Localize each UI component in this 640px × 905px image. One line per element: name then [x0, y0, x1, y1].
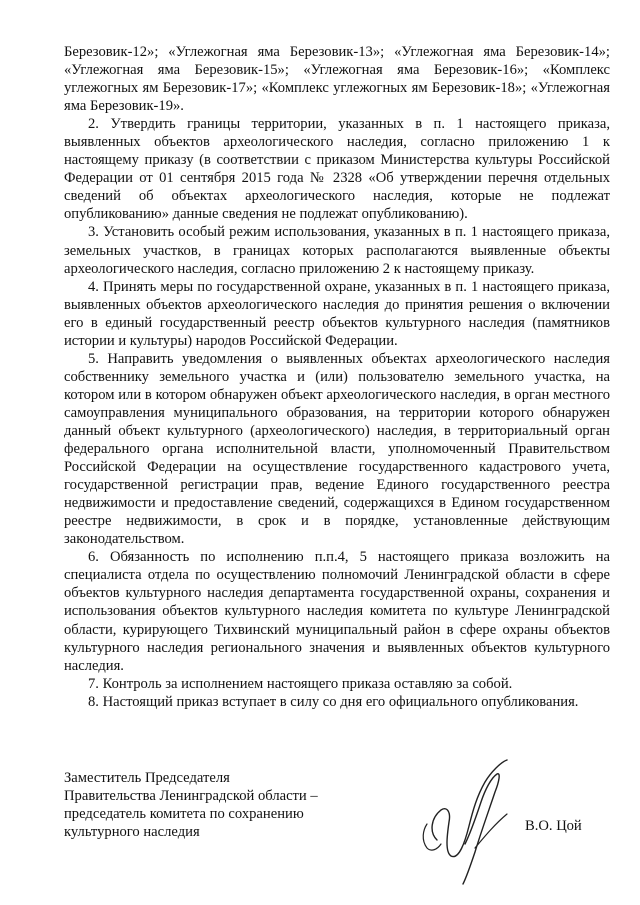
signatory-title-line: культурного наследия: [64, 824, 200, 840]
paragraph-6: 6. Обязанность по исполнению п.п.4, 5 настоящего приказа возложить на специалиста отдела по осуществлению полномочий Ленинградской области в сфере объектов культурного наследия департамента государственной охраны, сохранения и использования объектов культурного наследия комитета по культуре Ленинградской области, курирующего Тихвинский муниципальный район в сфере охраны объектов культурного наследия регионального значения и выявленных объектов культурного наследия.: [64, 549, 610, 674]
paragraph-7: 7. Контроль за исполнением настоящего приказа оставляю за собой.: [88, 675, 513, 692]
document-body: [64, 43, 610, 711]
signatory-title-line: Заместитель Председателя: [64, 770, 230, 786]
signatory-title-line: председатель комитета по сохранению: [64, 806, 304, 822]
paragraph-8: 8. Настоящий приказ вступает в силу со дня его официального опубликования.: [88, 693, 579, 710]
signatory-title: [64, 769, 364, 841]
paragraph-2: 2. Утвердить границы территории, указанных в п. 1 настоящего приказа, выявленных объектов археологического наследия, согласно приложению 1 к настоящему приказу (в соответствии с приказом Министерства культуры Российской Федерации от 01 сентября 2015 года № 2328 «Об утверждении перечня отдельных сведений об объектах археологического наследия, которые не подлежат опубликованию» данные сведения не подлежат опубликованию).: [64, 116, 610, 223]
signer-name: В.О. Цой: [525, 818, 582, 834]
intro-paragraph: Березовик-12»; «Углежогная яма Березовик-13»; «Углежогная яма Березовик-14»; «Углежогная яма Березовик-15»; «Углежогная яма Березовик-16»; «Комплекс углежогных ям Березовик-17»; «Комплекс углежогных ям Березовик-18»; «Углежогная яма Березовик-19».: [64, 44, 610, 115]
signatory-title-line: Правительства Ленинградской области –: [64, 788, 318, 804]
paragraph-4: 4. Принять меры по государственной охране, указанных в п. 1 настоящего приказа, выявленных объектов археологического наследия до принятия решения о включении его в единый государственный реестр объектов культурного наследия (памятников истории и культуры) народов Российской Федерации.: [64, 278, 610, 349]
paragraph-5: 5. Направить уведомления о выявленных объектах археологического наследия собственнику земельного участка и (или) пользователю земельного участка, на котором или в котором обнаружен объект археологического наследия, в орган местного самоуправления муниципального образования, на территории которого обнаружен данный объект культурного (археологического) наследия, в территориальный орган федерального органа исполнительной власти, уполномоченный Правительством Российской Федерации на осуществление государственного кадастрового учета, государственной регистрации прав, ведение Единого государственного реестра недвижимости и предоставление сведений, содержащихся в Едином государственном реестре недвижимости, в срок и в порядке, установленные действующим законодательством.: [64, 350, 610, 548]
paragraph-3: 3. Установить особый режим использования, указанных в п. 1 настоящего приказа, земельных участков, в границах которых располагаются выявленные объекты археологического наследия, согласно приложению 2 к настоящему приказу.: [64, 224, 610, 277]
handwritten-signature: [415, 752, 525, 892]
